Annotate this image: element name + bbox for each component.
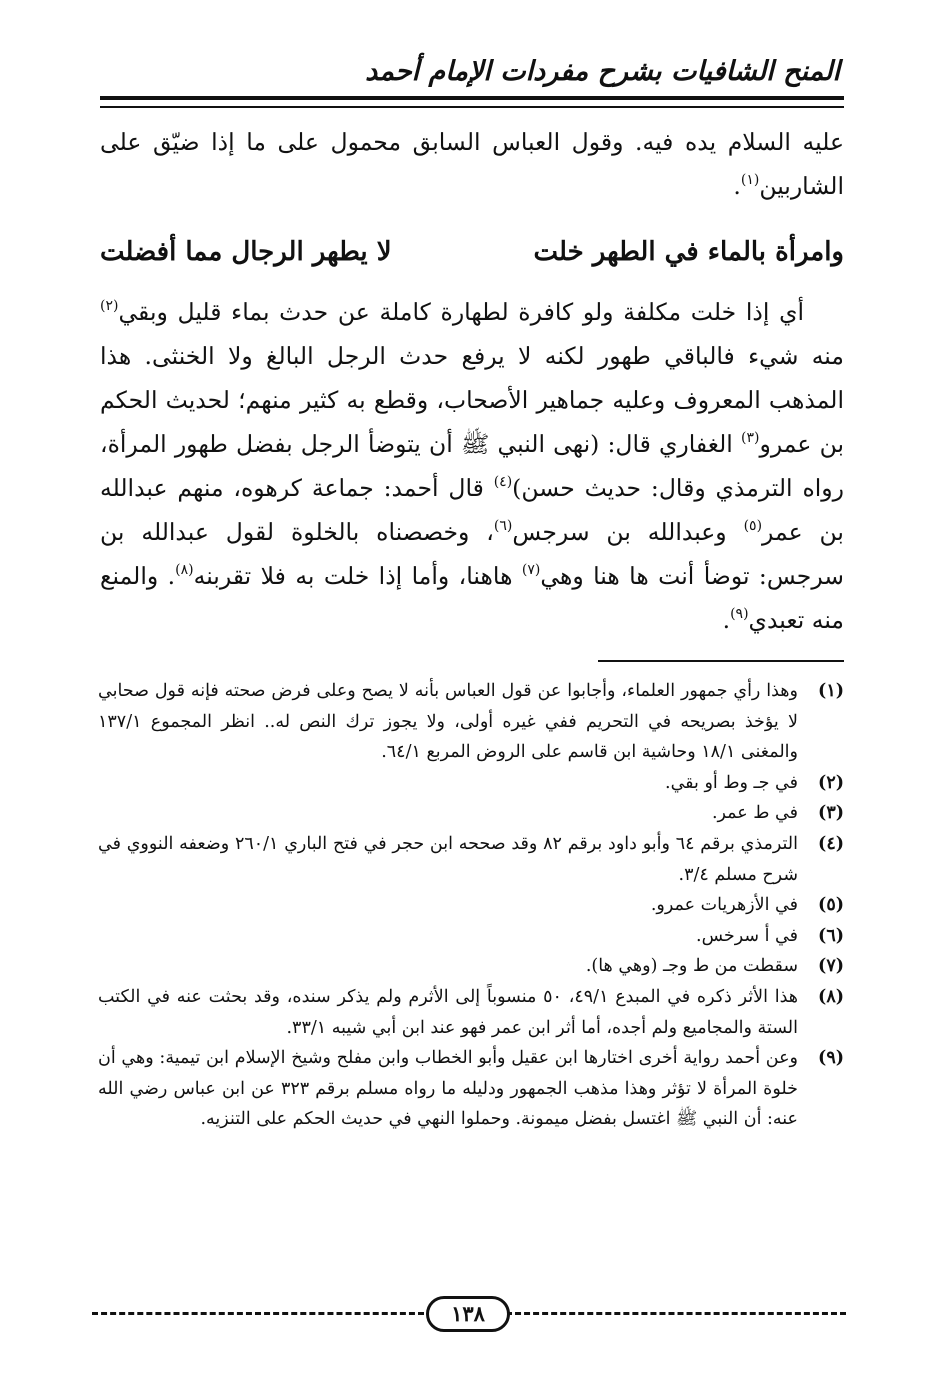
footnote-ref: (٢) <box>100 298 119 314</box>
footnote <box>98 829 844 890</box>
text-segment: . <box>722 606 731 634</box>
text-segment: الغفاري قال: (نهى النبي ﷺ أن يتوضأ الرجل بفضل طهور المرأة، رواه الترمذي وقال: حديث حسن) <box>100 430 844 502</box>
footnote-ref: (٣) <box>741 430 760 446</box>
footnote-text: الترمذي برقم ٦٤ وأبو داود برقم ٨٢ وقد صححه ابن حجر في فتح الباري ٢٦٠/١ وضعفه النووي في شرح مسلم ٣/٤. <box>98 833 799 885</box>
footer-dashed-line-left <box>92 1312 424 1315</box>
footnote-number: (٥) <box>818 895 844 916</box>
footnote-number: (٩) <box>818 1048 844 1069</box>
footnote <box>98 951 844 982</box>
footnote <box>98 921 844 952</box>
footnote-number: (٤) <box>818 833 844 854</box>
header-rule-thick <box>100 96 844 100</box>
footnote-number: (٨) <box>818 986 844 1007</box>
text-segment: منه شيء فالباقي طهور لكنه لا يرفع حدث الرجل البالغ ولا الخنثى. هذا المذهب المعروف وعليه جماهير الأصحاب، وقطع به كثير منهم؛ لحديث الحكم بن عمرو <box>100 342 845 458</box>
footnote-number: (١) <box>818 681 844 701</box>
text-segment: قال أحمد: جماعة كرهوه، منهم عبدالله بن عمر <box>100 474 844 546</box>
footnote-text: في الأزهريات عمرو. <box>650 895 798 916</box>
text-segment: ، وخصصناه بالخلوة لقول عبدالله بن سرجس: توضأ أنت ها هنا وهي <box>100 518 844 590</box>
running-head-title: المنح الشافيات بشرح مفردات الإمام أحمد <box>365 56 840 87</box>
text-segment: هاهنا، وأما إذا خلت به فلا تقربنه <box>193 562 522 590</box>
footnote-text: في ط عمر. <box>711 803 798 824</box>
text-segment: . والمنع منه تعبدي <box>100 562 844 634</box>
footer-dashed-line-right <box>506 1312 846 1315</box>
footnote-ref: (٦) <box>493 518 513 534</box>
footnote <box>98 890 844 921</box>
paragraph-end: . <box>733 172 741 200</box>
text-segment: أي إذا خلت مكلفة ولو كافرة لطهارة كاملة عن حدث بماء قليل وبقي <box>118 298 804 326</box>
commentary-paragraph <box>100 290 844 642</box>
verse-hemistich-first: وامرأة بالماء في الطهر خلت <box>533 237 844 267</box>
footnote-text: في جـ وط أو بقي. <box>665 772 798 793</box>
footnote <box>98 982 844 1043</box>
footnote-text: هذا الأثر ذكره في المبدع ٤٩/١، ٥٠ منسوباً إلى الأثرم ولم يذكر سنده، وقد بحثت عنه في الكتب الستة والمجاميع ولم أجده، أما أثر ابن عمر فهو عند ابن أبي شيبه ٣٣/١. <box>98 986 798 1038</box>
footnote-ref: (٤) <box>493 474 513 490</box>
footnote-ref: (٩) <box>730 606 749 622</box>
footnote-separator <box>598 660 844 662</box>
footnotes-list <box>98 676 844 1135</box>
footnote-number: (٣) <box>818 803 844 824</box>
footnote-ref: (٥) <box>743 518 763 534</box>
paragraph-text: عليه السلام يده فيه. وقول العباس السابق محمول على ما إذا ضيّق على الشاربين <box>100 128 844 200</box>
footnote <box>98 798 844 829</box>
footnote-text: سقطت من ط وجـ (وهي ها). <box>585 956 798 977</box>
footnote-ref: (١) <box>740 172 760 188</box>
footnote-number: (٧) <box>818 956 844 977</box>
footnote-text: وعن أحمد رواية أخرى اختارها ابن عقيل وأبو الخطاب وابن مفلح وشيخ الإسلام ابن تيمية: وهي أن خلوة المرأة لا تؤثر وهذا مذهب الجمهور ودليله ما رواه مسلم برقم ٣٢٣ عن ابن عباس رضي الله عنه: أن النبي ﷺ اغتسل بفضل ميمونة. وحملوا النهي في حديث الحكم على التنزيه. <box>98 1048 798 1130</box>
verse-hemistich-second: لا يطهر الرجال مما أفضلت <box>100 237 392 267</box>
footnote <box>98 768 844 799</box>
footnote <box>98 1043 844 1135</box>
footnote-text: في أ سرخس. <box>696 925 798 946</box>
footnote-text: وهذا رأي جمهور العلماء، وأجابوا عن قول العباس بأنه لا يصح وعلى فرض صحته فإنه قول صحابي لا يؤخذ بصريحه في التحريم ففي غيره أولى، ولا يجوز ترك النص له.. انظر المجموع ١٣٧/١ والمغنى ١٨/١ وحاشية ابن قاسم على الروض المربع ٦٤/١. <box>98 681 798 763</box>
footnote-number: (٢) <box>818 772 844 793</box>
verse-line <box>100 228 844 276</box>
page-number: ١٣٨ <box>426 1296 510 1332</box>
text-segment: وعبدالله بن سرجس <box>512 518 744 546</box>
footnote-number: (٦) <box>818 925 844 946</box>
footnote <box>98 676 844 768</box>
header-rule-thin <box>100 106 844 108</box>
footnote-ref: (٧) <box>521 562 541 578</box>
footnote-ref: (٨) <box>175 562 194 578</box>
continued-paragraph <box>100 120 844 208</box>
